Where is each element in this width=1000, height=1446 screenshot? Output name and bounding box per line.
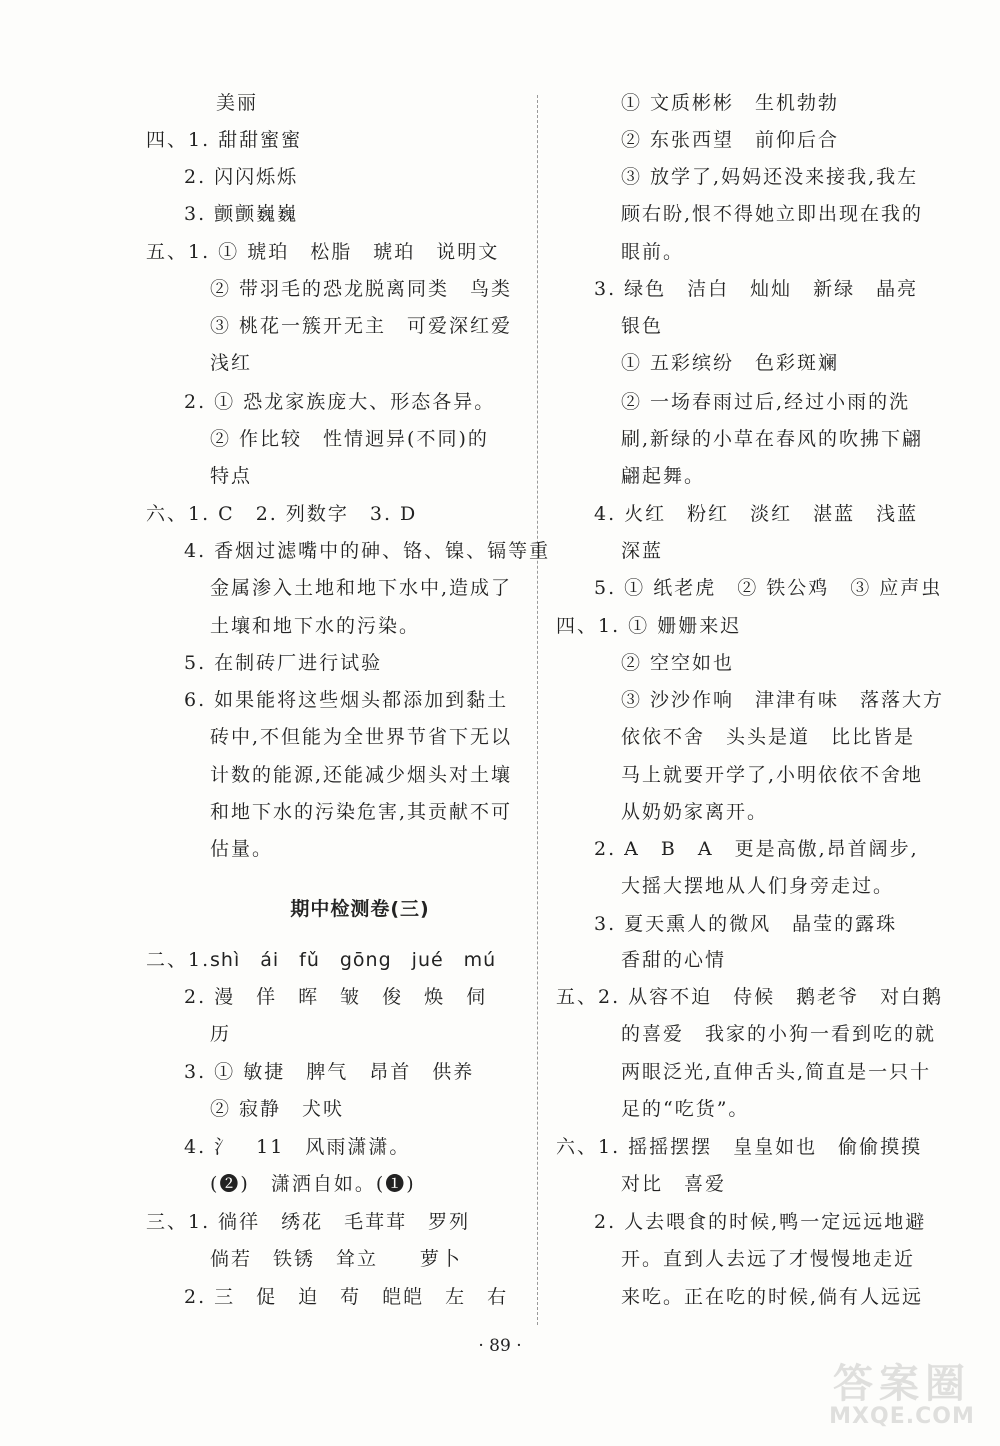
answer-line: 6. 如果能将这些烟头都添加到黏土: [184, 689, 509, 711]
answer-line: 3. 绿色 洁白 灿灿 新绿 晶亮: [594, 278, 919, 300]
answer-line: 足的“吃货”。: [621, 1098, 750, 1120]
answer-line: 5. 在制砖厂进行试验: [184, 652, 383, 674]
answer-line: 4. 火红 粉红 淡红 湛蓝 浅蓝: [594, 503, 919, 525]
section-heading: 期中检测卷(三): [290, 898, 430, 920]
answer-line: 大摇大摆地从人们身旁走过。: [621, 875, 895, 897]
answer-line: ② 作比较 性情迥异(不同)的: [210, 428, 489, 450]
answer-line: ① 文质彬彬 生机勃勃: [621, 92, 840, 114]
answer-line: 六、1. 摇摇摆摆 皇皇如也 偷偷摸摸: [556, 1136, 923, 1158]
answer-line: 土壤和地下水的污染。: [210, 615, 421, 637]
answer-line: 2. A B A 更是高傲,昂首阔步,: [594, 838, 919, 860]
answer-line: 来吃。正在吃的时候,倘有人远远: [621, 1286, 924, 1308]
answer-line: ② 空空如也: [621, 652, 735, 674]
answer-line: 对比 喜爱: [621, 1173, 727, 1195]
answer-line: 3. 夏天熏人的微风 晶莹的露珠: [594, 913, 898, 935]
answer-line: 估量。: [210, 838, 274, 860]
answer-line: 特点: [210, 465, 253, 487]
answer-line: 4. 香烟过滤嘴中的砷、铬、镍、镉等重: [184, 540, 551, 562]
answer-line: ② 带羽毛的恐龙脱离同类 鸟类: [210, 278, 513, 300]
answer-line: 五、2. 从容不迫 侍候 鹅老爷 对白鹅: [556, 986, 944, 1008]
answer-line: ③ 桃花一簇开无主 可爱深红爱: [210, 315, 513, 337]
answer-line: 香甜的心情: [621, 949, 727, 971]
answer-line: 2. ① 恐龙家族庞大、形态各异。: [184, 391, 496, 413]
answer-line: (❷) 潇洒自如。(❶): [210, 1173, 416, 1195]
answer-line: 金属渗入土地和地下水中,造成了: [210, 577, 513, 599]
answer-line: 三、1. 徜徉 绣花 毛茸茸 罗列: [146, 1211, 471, 1233]
answer-line: 砖中,不但能为全世界节省下无以: [210, 726, 513, 748]
answer-line: 四、1. 甜甜蜜蜜: [146, 129, 303, 151]
answer-line: 五、1. ① 琥珀 松脂 琥珀 说明文: [146, 241, 500, 263]
answer-line: 5. ① 纸老虎 ② 铁公鸡 ③ 应声虫: [594, 577, 943, 599]
column-divider: [537, 95, 538, 1325]
answer-line: ② 东张西望 前仰后合: [621, 129, 840, 151]
answer-line: 4. 氵 11 风雨潇潇。: [184, 1136, 411, 1158]
answer-line: ② 寂静 犬吠: [210, 1098, 345, 1120]
answer-line: ③ 沙沙作响 津津有味 落落大方: [621, 689, 945, 711]
answer-line: 从奶奶家离开。: [621, 801, 769, 823]
answer-line: ① 五彩缤纷 色彩斑斓: [621, 352, 840, 374]
answer-line: 2. 人去喂食的时候,鸭一定远远地避: [594, 1211, 927, 1233]
answer-line: 两眼泛光,直伸舌头,简直是一只十: [621, 1061, 932, 1083]
answer-line: 2. 三 促 迫 苟 皑皑 左 右: [184, 1286, 509, 1308]
answer-line: 3. 颤颤巍巍: [184, 203, 299, 225]
answer-line: 3. ① 敏捷 脾气 昂首 供养: [184, 1061, 475, 1083]
answer-line: 马上就要开学了,小明依依不舍地: [621, 764, 924, 786]
answer-line: 开。直到人去远了才慢慢地走近: [621, 1248, 916, 1270]
answer-line: 顾右盼,恨不得她立即出现在我的: [621, 203, 924, 225]
answer-line: 计数的能源,还能减少烟头对土壤: [210, 764, 513, 786]
answer-line: 翩起舞。: [621, 465, 706, 487]
answer-line: 美丽: [216, 92, 259, 114]
page-number: · 89 ·: [478, 1336, 522, 1356]
answer-line: 浅红: [210, 352, 253, 374]
answer-line: ② 一场春雨过后,经过小雨的洗: [621, 391, 911, 413]
pinyin-line: shì ái fǔ gōng jué mú: [210, 949, 497, 971]
answer-line: 2. 闪闪烁烁: [184, 166, 299, 188]
watermark-logo: [818, 1352, 986, 1434]
answer-line: 的喜爱 我家的小狗一看到吃的就: [621, 1023, 937, 1045]
answer-line: 刷,新绿的小草在春风的吹拂下翩: [621, 428, 924, 450]
answer-line: 二、1.: [146, 949, 211, 971]
watermark-text: 答案圈: [833, 1361, 971, 1407]
answer-line: 历: [210, 1023, 232, 1045]
answer-line: 六、1. C 2. 列数字 3. D: [146, 503, 418, 525]
answer-line: 和地下水的污染危害,其贡献不可: [210, 801, 513, 823]
answer-line: 四、1. ① 姗姗来迟: [556, 615, 742, 637]
answer-line: 深蓝: [621, 540, 664, 562]
answer-line: ③ 放学了,妈妈还没来接我,我左: [621, 166, 919, 188]
watermark-url: MXQE.COM: [829, 1404, 975, 1429]
answer-line: 倘若 铁锈 耸立 萝卜: [210, 1248, 463, 1270]
answer-line: 银色: [621, 315, 664, 337]
answer-line: 2. 漫 佯 晖 皱 俊 焕 伺: [184, 986, 488, 1008]
answer-line: 眼前。: [621, 241, 685, 263]
answer-line: 依依不舍 头头是道 比比皆是: [621, 726, 916, 748]
